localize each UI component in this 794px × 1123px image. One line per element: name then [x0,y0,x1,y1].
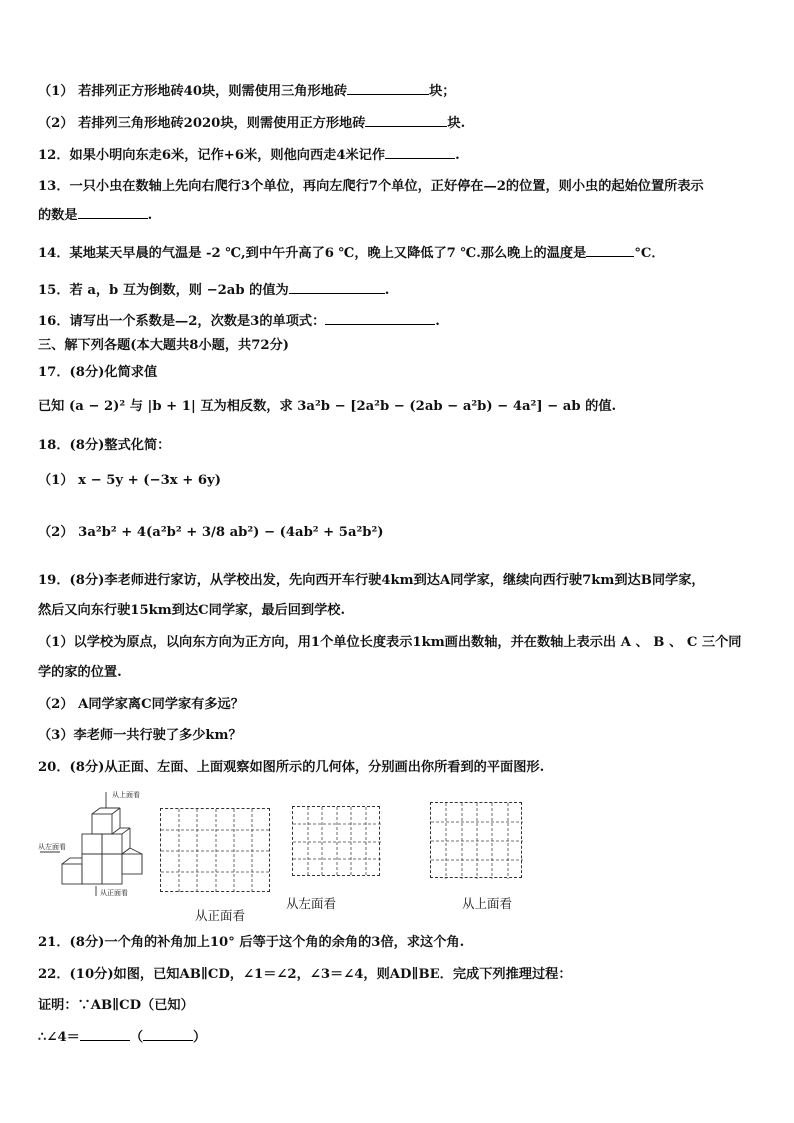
q18-part1: （1） x − 5y + (−3x + 6y) [38,473,221,488]
q15 [38,281,389,300]
reason-blank[interactable] [143,1028,193,1041]
view-label-left: 从左面看 [38,843,66,851]
q22-proof-line2 [38,1028,206,1047]
q11-part1 [38,82,455,101]
answer-blank[interactable] [289,281,385,294]
q15-text: 15．若 a，b 互为倒数，则 −2ab 的值为 [38,283,289,298]
q22-proof-text: ∴∠4＝ [38,1030,80,1045]
q13-end: . [147,208,153,223]
grid-left-view[interactable] [292,806,380,876]
q13-line2 [38,206,152,225]
q19-part1-line2: 学的家的位置. [38,665,122,680]
view-label-front: 从正面看 [100,889,128,897]
q19-part1-line1: （1）以学校为原点，以向东方向为正方向，用1个单位长度表示1km画出数轴，并在数轴上表示出 A 、 B 、 C 三个同 [38,635,742,650]
q15-end: . [384,283,390,298]
view-label-top: 从上面看 [112,791,140,799]
answer-blank[interactable] [325,312,435,325]
q11-part2 [38,114,465,133]
q14-end: °C． [634,246,665,261]
q17-heading: 17．(8分)化简求值 [38,365,158,380]
q16-end: . [435,314,440,329]
q11-part1-text: （1） 若排列正方形地砖40块，则需使用三角形地砖 [38,84,348,99]
q14 [38,244,665,263]
q19-part2: （2） A同学家离C同学家有多远？ [38,697,244,712]
q16 [38,312,440,331]
q12-text: 12．如果小明向东走6米，记作+6米，则他向西走4米记作 [38,148,386,163]
q19-line1: 19．(8分)李老师进行家访，从学校出发，先向西开车行驶4km到达A同学家，继续向西行驶7km到达B同学家， [38,573,705,588]
caption-left-view: 从左面看 [286,896,337,911]
section-3-heading: 三、解下列各题(本大题共8小题，共72分) [38,338,290,353]
grid-lines [293,807,381,877]
grid-top-view[interactable] [430,802,522,878]
caption-top-view: 从上面看 [462,896,513,911]
q19-part3: （3）李老师一共行驶了多少km？ [38,728,242,743]
q22-proof-paren-open: （ [129,1030,143,1045]
q16-text: 16．请写出一个系数是—2，次数是3的单项式： [38,314,326,329]
grid-front-view[interactable] [160,808,270,892]
grid-lines [431,803,523,879]
q13-text: 的数是 [38,208,78,223]
answer-blank[interactable] [586,244,634,257]
caption-front-view: 从正面看 [195,908,246,923]
q12 [38,146,460,165]
answer-blank[interactable] [80,1028,130,1041]
q20: 20．(8分)从正面、左面、上面观察如图所示的几何体，分别画出你所看到的平面图形. [38,760,545,775]
q19-line2: 然后又向东行驶15km到达C同学家，最后回到学校. [38,603,346,618]
q22-proof-line1: 证明：∵AB∥CD（已知） [38,998,194,1013]
q18-heading: 18．(8分)整式化简： [38,438,171,453]
answer-blank[interactable] [385,146,455,159]
q22: 22．(10分)如图，已知AB∥CD，∠1＝∠2，∠3＝∠4，则AD∥BE．完成下列推理过程： [38,967,572,982]
grid-lines [161,809,271,893]
q11-part2-text: （2） 若排列三角形地砖2020块，则需使用正方形地砖 [38,116,366,131]
answer-blank[interactable] [78,206,148,219]
q11-part2-end: 块. [447,116,466,131]
q17-body: 已知 (a − 2)² 与 |b + 1| 互为相反数，求 3a²b − [2a²b − (2ab − a²b) − 4a²] − ab 的值. [38,399,617,414]
answer-blank[interactable] [347,82,429,95]
q13-line1: 13．一只小虫在数轴上先向右爬行3个单位，再向左爬行7个单位，正好停在—2的位置，则小虫的起始位置所表示 [38,179,704,194]
q12-end: . [455,148,460,163]
cube-figure [38,790,148,900]
q11-part1-end: 块； [429,84,456,99]
q18-part2: （2） 3a²b² + 4(a²b² + 3/8 ab²) − (4ab² + 5a²b²) [38,525,384,540]
q14-text: 14．某地某天早晨的气温是 -2 ℃,到中午升高了6 ℃，晚上又降低了7 ℃.那么晚上的温度是 [38,246,587,261]
q21: 21．(8分)一个角的补角加上10° 后等于这个角的余角的3倍，求这个角. [38,935,465,950]
q22-proof-paren-close: ） [193,1030,207,1045]
answer-blank[interactable] [365,114,447,127]
